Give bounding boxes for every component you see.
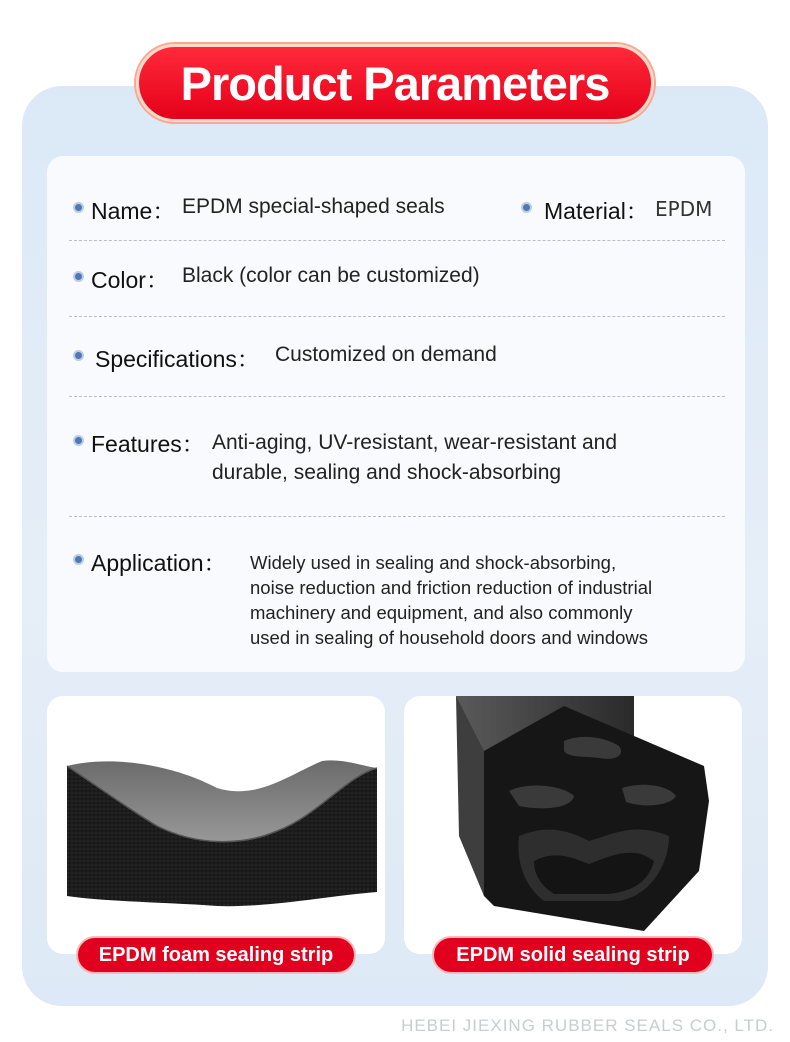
features-value <box>212 428 617 488</box>
material-label: Material： <box>544 198 649 224</box>
page-title: Product Parameters <box>180 56 610 110</box>
color-label: Color： <box>91 267 169 293</box>
application-label: Application： <box>91 550 227 576</box>
application-line: noise reduction and friction reduction of industrial <box>250 577 653 598</box>
features-line: durable, sealing and shock-absorbing <box>212 461 562 484</box>
application-line: Widely used in sealing and shock-absorbing, <box>250 552 617 573</box>
foam-caption-pill <box>76 936 356 974</box>
bullet-icon <box>73 435 84 446</box>
divider <box>69 316 725 317</box>
divider <box>69 516 725 517</box>
features-line: Anti-aging, UV-resistant, wear-resistant and <box>212 431 618 454</box>
company-footer: HEBEI JIEXING RUBBER SEALS CO., LTD. <box>401 1016 774 1035</box>
foam-caption: EPDM foam sealing strip <box>98 943 334 966</box>
color-value: Black (color can be customized) <box>182 264 480 287</box>
specifications-value: Customized on demand <box>275 343 497 366</box>
specifications-label: Specifications： <box>95 346 260 372</box>
divider <box>69 240 725 241</box>
application-value <box>250 550 652 650</box>
title-banner <box>136 44 654 122</box>
features-label: Features： <box>91 431 205 457</box>
solid-strip-image <box>404 696 742 954</box>
bullet-icon <box>73 202 84 213</box>
bullet-icon <box>73 554 84 565</box>
foam-strip-card <box>47 696 385 954</box>
solid-caption-pill <box>432 936 714 974</box>
name-value: EPDM special-shaped seals <box>182 195 445 218</box>
name-label: Name： <box>91 198 176 224</box>
parameters-card <box>47 156 745 672</box>
material-value: EPDM <box>655 197 713 221</box>
foam-strip-image <box>47 696 385 954</box>
bullet-icon <box>521 202 532 213</box>
solid-strip-card <box>404 696 742 954</box>
bullet-icon <box>73 350 84 361</box>
bullet-icon <box>73 271 84 282</box>
application-line: used in sealing of household doors and windows <box>250 627 649 648</box>
solid-caption: EPDM solid sealing strip <box>456 943 690 966</box>
divider <box>69 396 725 397</box>
application-line: machinery and equipment, and also commonly <box>250 602 633 623</box>
